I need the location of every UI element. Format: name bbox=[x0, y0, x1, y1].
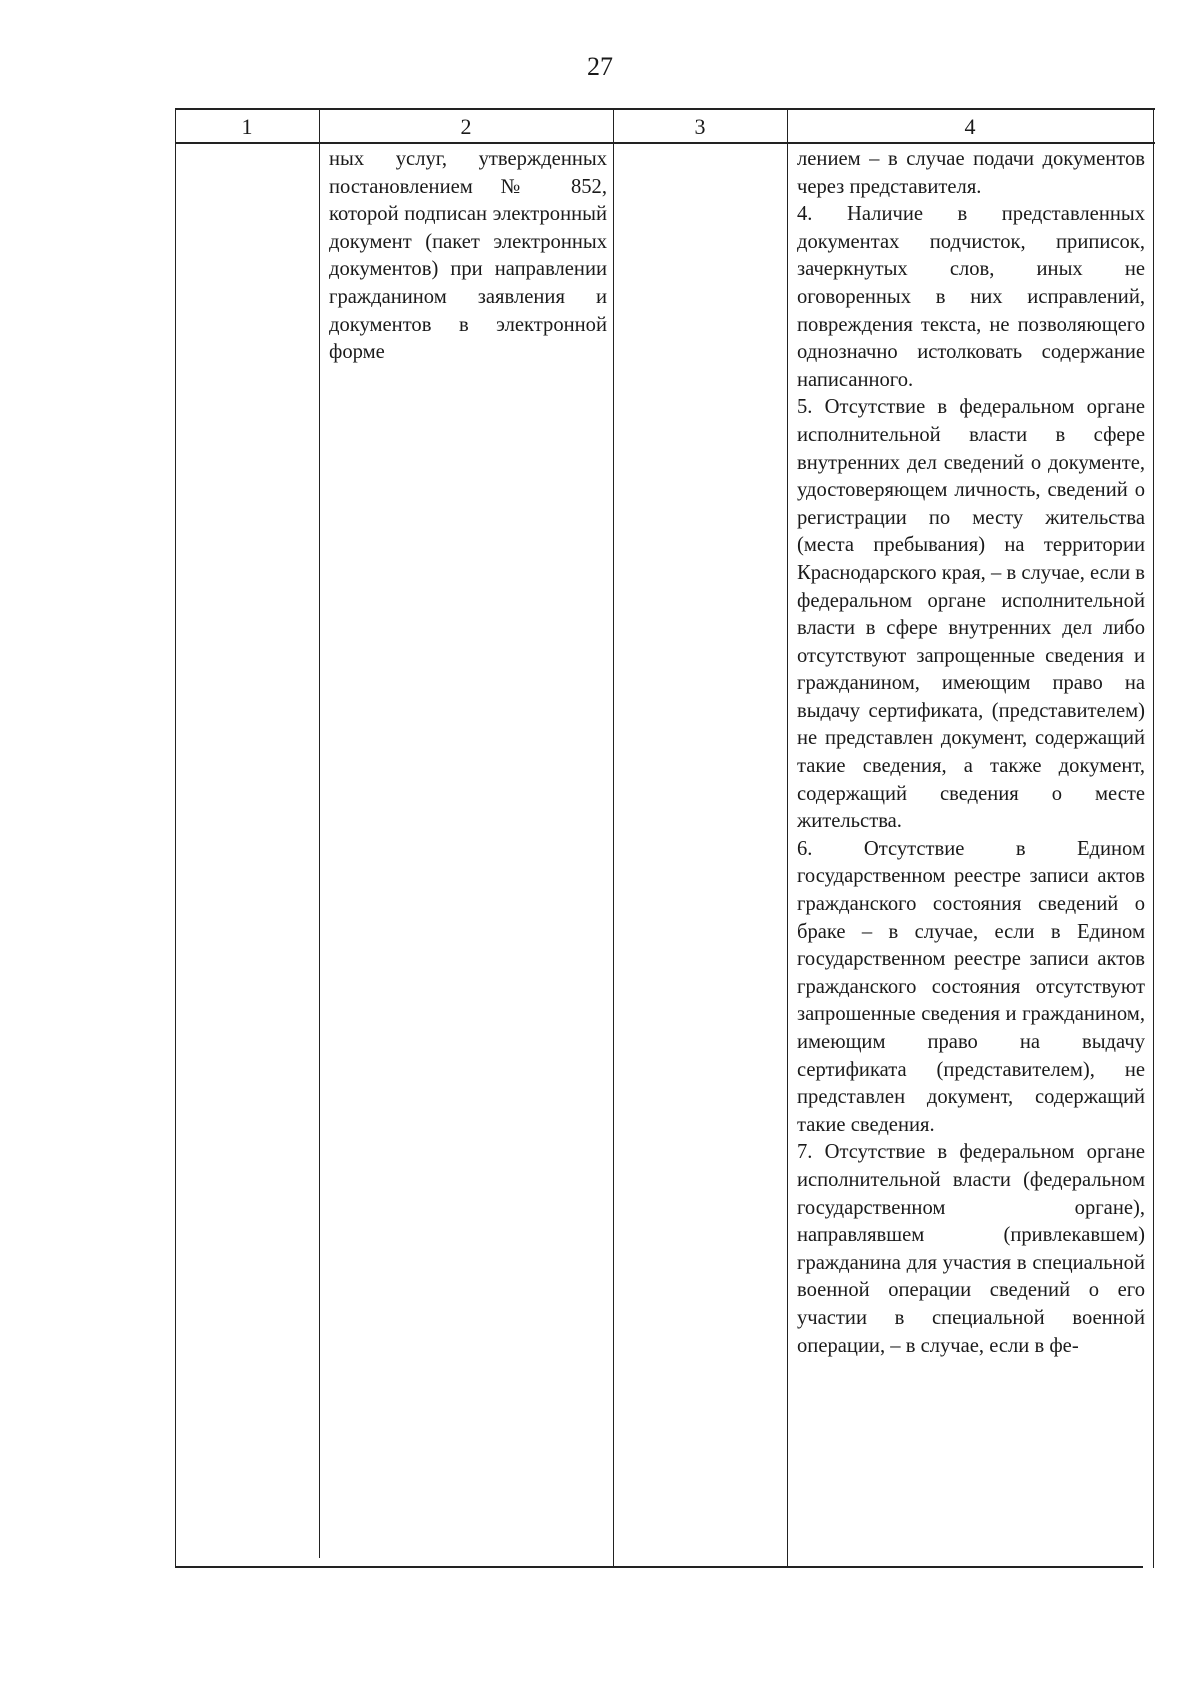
requirements-table bbox=[175, 108, 1155, 1568]
header-col-2: 2 bbox=[460, 114, 472, 139]
col4-paragraph-3: 5. Отсутствие в федеральном органе исполнительной власти в сфере внутренних дел сведений о документе, удостоверяющем личность, сведений о регистрации по месту жительства (места пребывания) на территории Краснодарского края, – в случае, если в федеральном органе исполнительной власти в сфере внутренних дел либо отсутствуют запрощенные сведения и гражданином, имеющим право на выдачу сертификата, (представителем) не представлен документ, содержащий такие сведения, а также документ, содержащий сведения о месте жительства. bbox=[797, 396, 1145, 833]
table-bottom-border bbox=[175, 1566, 1143, 1568]
col4-paragraph-2: 4. Наличие в представленных документах подчисток, приписок, зачеркнутых слов, иных не оговоренных в них исправлений, повреждения текста, не позволяющего однозначно истолковать содержание написанного. bbox=[797, 203, 1145, 391]
column-divider-left bbox=[175, 108, 176, 1568]
header-col-1: 1 bbox=[241, 114, 253, 139]
header-col-3: 3 bbox=[694, 114, 706, 139]
col4-paragraph-5: 7. Отсутствие в федеральном органе исполнительной власти (федеральном государственном органе), направлявшем (привлекавшем) гражданина для участия в специальной военной операции сведений о его участии в специальной военной операции, – в случае, если в фе- bbox=[797, 1141, 1145, 1357]
col2-paragraph: ных услуг, утвержденных постановлением № 852, которой подписан электронный документ (пакет электронных документов) при направлении гражданином заявления и документов в электронной форме bbox=[329, 148, 607, 364]
header-bottom-border bbox=[175, 142, 1155, 144]
cell-col-4 bbox=[797, 146, 1145, 1360]
table-top-border bbox=[175, 108, 1155, 110]
col4-paragraph-4: 6. Отсутствие в Едином государственном реестре записи актов гражданского состояния сведений о браке – в случае, если в Едином государственном реестре записи актов гражданского состояния отсутствуют запрошенные сведения и гражданином, имеющим право на выдачу сертификата (представителем), не представлен документ, содержащий такие сведения. bbox=[797, 837, 1145, 1136]
column-divider-2-3 bbox=[613, 108, 614, 1568]
column-divider-3-4 bbox=[787, 108, 788, 1568]
column-divider-right bbox=[1153, 108, 1154, 1568]
column-divider-1-2 bbox=[319, 108, 320, 1558]
cell-col-2 bbox=[329, 146, 607, 367]
col4-paragraph-1: лением – в случае подачи документов через представителя. bbox=[797, 148, 1145, 198]
header-col-4: 4 bbox=[964, 114, 976, 139]
page-number: 27 bbox=[587, 52, 613, 81]
